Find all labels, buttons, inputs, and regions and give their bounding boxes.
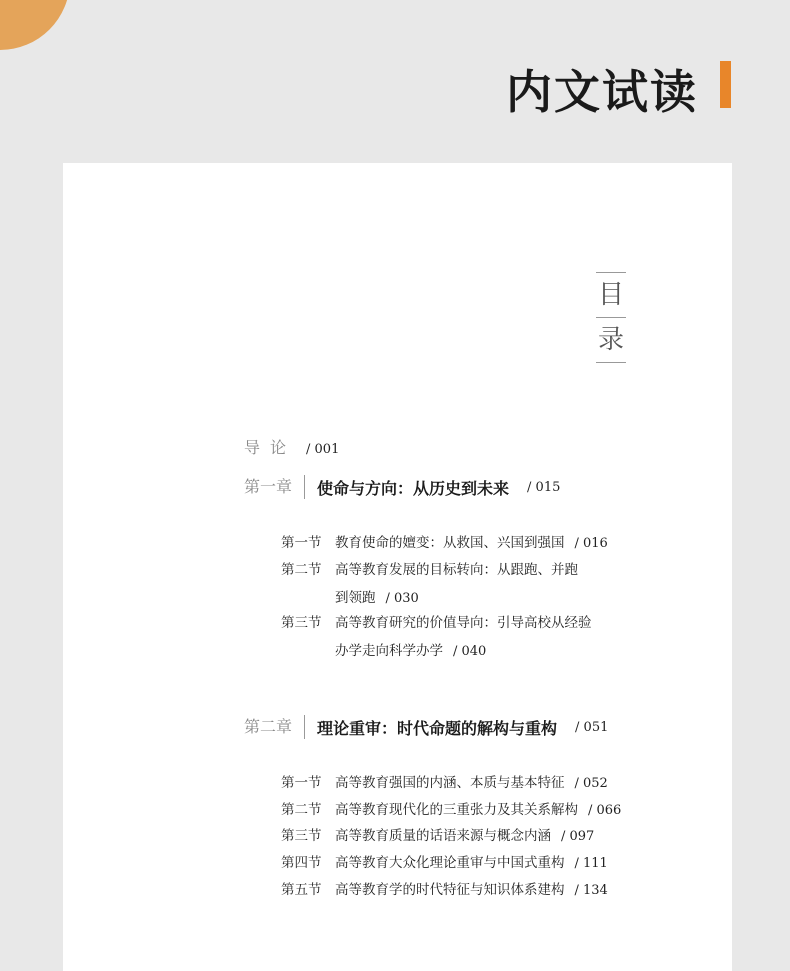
section-label: 第三节 (281, 828, 322, 844)
section-title: 高等教育现代化的三重张力及其关系解构 (335, 802, 578, 818)
section-page-number: / 040 (453, 644, 487, 659)
section-label: 第一节 (281, 535, 322, 551)
toc-heading-char: 目 (597, 280, 624, 310)
section-page-number: / 052 (574, 776, 608, 791)
section-title: 高等教育学的时代特征与知识体系建构 (335, 882, 565, 898)
toc-intro (244, 435, 339, 458)
section-title: 高等教育质量的话语来源与概念内涵 (335, 828, 551, 844)
title-accent-bar (720, 61, 731, 108)
section-1-3 (281, 611, 592, 659)
chapter-label: 第一章 (244, 475, 305, 499)
section-label: 第一节 (281, 775, 322, 791)
toc-heading-rule (596, 317, 626, 318)
section-page-number: / 134 (574, 883, 608, 898)
toc-heading-rule (596, 362, 626, 363)
section-title: 高等教育研究的价值导向：引导高校从经验 (335, 615, 592, 631)
section-2-5 (281, 878, 608, 898)
section-page-number: / 066 (588, 803, 622, 818)
section-title-cont: 到领跑 (335, 590, 376, 606)
section-title: 高等教育强国的内涵、本质与基本特征 (335, 775, 565, 791)
section-page-number: / 016 (574, 536, 608, 551)
section-2-1 (281, 771, 608, 791)
section-title: 教育使命的嬗变：从救国、兴国到强国 (335, 535, 565, 551)
section-title: 高等教育发展的目标转向：从跟跑、并跑 (335, 562, 578, 578)
section-2-3 (281, 824, 594, 844)
chapter-1 (244, 475, 560, 499)
section-label: 第二节 (281, 802, 322, 818)
section-label: 第五节 (281, 882, 322, 898)
section-label: 第二节 (281, 562, 322, 578)
section-page-number: / 111 (574, 856, 608, 871)
section-title-cont: 办学走向科学办学 (335, 643, 443, 659)
section-label: 第四节 (281, 855, 322, 871)
chapter-page-number: / 051 (575, 719, 609, 735)
page-title: 内文试读 (506, 65, 698, 119)
section-1-2 (281, 558, 578, 606)
chapter-label: 第二章 (244, 715, 305, 739)
intro-label: 导论 (244, 438, 297, 457)
section-label: 第三节 (281, 615, 322, 631)
decorative-corner-circle (0, 0, 70, 50)
toc-heading-rule (596, 272, 626, 273)
section-title: 高等教育大众化理论重审与中国式重构 (335, 855, 565, 871)
chapter-title: 使命与方向：从历史到未来 (317, 478, 510, 498)
intro-page-number: / 001 (306, 442, 340, 457)
toc-heading-char: 录 (597, 325, 624, 355)
chapter-page-number: / 015 (527, 479, 561, 495)
chapter-2 (244, 715, 608, 739)
toc-heading (596, 270, 626, 365)
section-page-number: / 030 (385, 591, 419, 606)
section-2-2 (281, 798, 621, 818)
chapter-title: 理论重审：时代命题的解构与重构 (317, 718, 558, 738)
section-page-number: / 097 (561, 829, 595, 844)
section-2-4 (281, 851, 608, 871)
section-1-1 (281, 531, 608, 551)
book-page (63, 163, 732, 971)
